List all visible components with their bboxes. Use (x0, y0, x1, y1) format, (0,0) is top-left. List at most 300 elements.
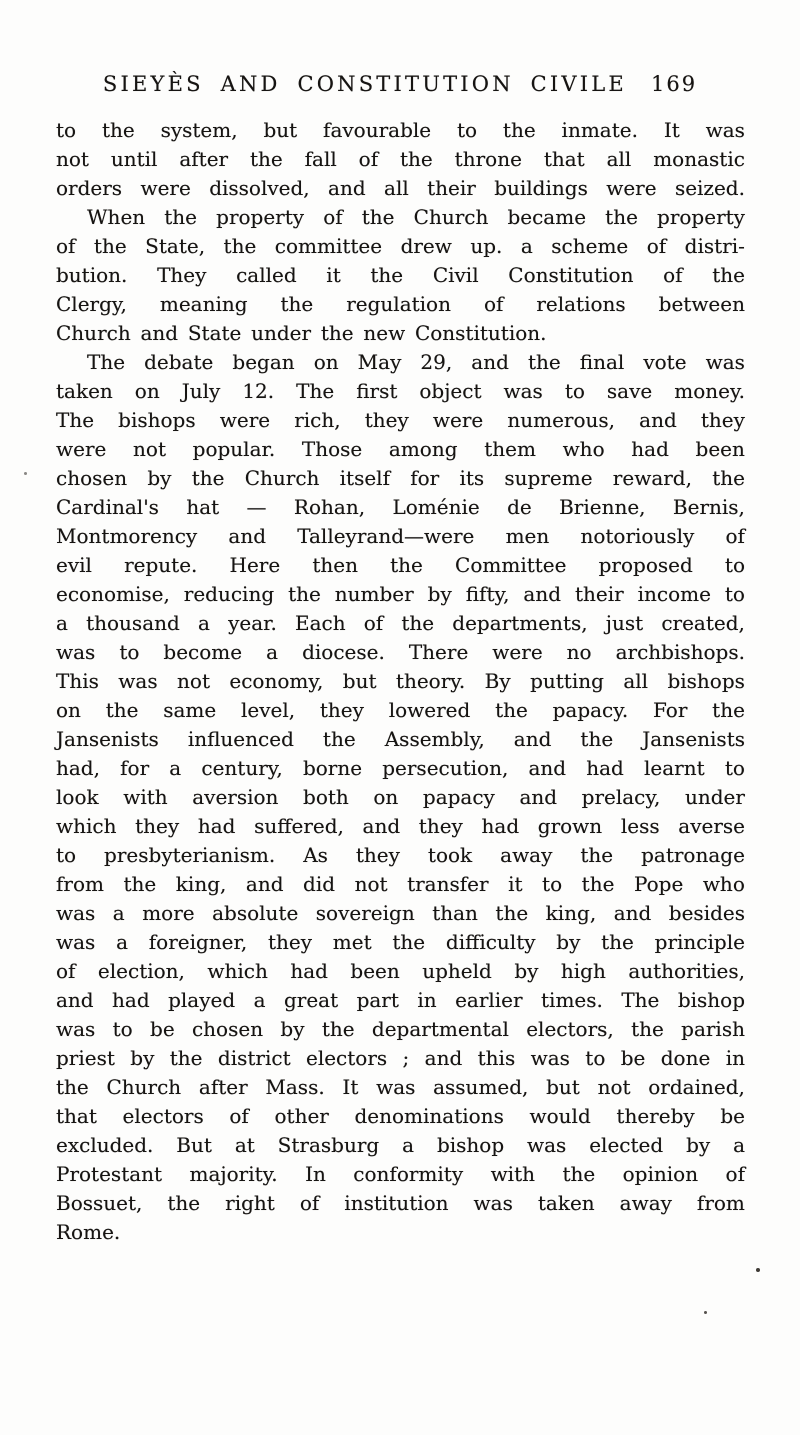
text-line (56, 1131, 745, 1160)
word: been (695, 437, 745, 461)
word: and (328, 176, 366, 200)
word: and (228, 524, 267, 548)
word: same (163, 698, 217, 722)
word: up. (470, 234, 503, 258)
word: but (546, 1075, 580, 1099)
word: they (418, 814, 463, 838)
word: It (342, 1075, 359, 1099)
word: away (500, 843, 553, 867)
word: it (326, 263, 341, 287)
word: distri- (684, 234, 745, 258)
word: the (390, 553, 423, 577)
word: institution (344, 1191, 449, 1215)
word: in (725, 1046, 745, 1070)
word: lowered (388, 698, 471, 722)
word: debate (144, 350, 214, 374)
word: and (513, 727, 552, 751)
word: to (585, 1046, 606, 1070)
word: diocese. (302, 640, 385, 664)
word: supreme (504, 466, 593, 490)
word: sovereign (315, 901, 415, 925)
word: had (631, 437, 669, 461)
word: they (355, 843, 400, 867)
word: borne (302, 756, 363, 780)
word: no (566, 640, 592, 664)
word: 12. (242, 379, 275, 403)
text-line (56, 1160, 745, 1189)
word: departmental (371, 1017, 509, 1041)
ink-speck (756, 1268, 760, 1272)
word: chosen (191, 1017, 264, 1041)
word: parish (681, 1017, 745, 1041)
word: 29, (420, 350, 453, 374)
word: papacy (422, 785, 495, 809)
header-title: SIEYÈS AND CONSTITUTION CIVILE (102, 72, 627, 96)
word: meaning (159, 292, 248, 316)
word: year. (228, 611, 277, 635)
word: in (417, 988, 437, 1012)
word: object (419, 379, 482, 403)
word: Here (229, 553, 281, 577)
word: the (164, 205, 198, 229)
word: This (56, 669, 99, 693)
word: of (56, 959, 76, 983)
word: property (657, 205, 745, 229)
word: Mass. (265, 1075, 325, 1099)
word: influenced (187, 727, 294, 751)
word: evil (56, 553, 92, 577)
word: had (112, 988, 150, 1012)
word: papacy. (552, 698, 629, 722)
word: times. (541, 988, 603, 1012)
word: was (56, 1017, 96, 1041)
word: upheld (422, 959, 492, 983)
word: a (116, 930, 128, 954)
word: all (606, 147, 632, 171)
word: were (432, 408, 484, 432)
word: repute. (124, 553, 198, 577)
word: buildings (494, 176, 588, 200)
word: ordained, (648, 1075, 745, 1099)
word: relations (536, 292, 626, 316)
word: rich, (294, 408, 341, 432)
word: not (354, 872, 388, 896)
word: then (312, 553, 358, 577)
word: majority. (189, 1162, 278, 1186)
word: great (283, 988, 339, 1012)
word: and (613, 901, 652, 925)
text-line (56, 957, 745, 986)
word: bishops (667, 669, 745, 693)
word: Pope (633, 872, 684, 896)
word: they (364, 408, 409, 432)
word: be (720, 1104, 745, 1128)
word: was (56, 930, 96, 954)
word: its (459, 466, 485, 490)
word: who (702, 872, 745, 896)
word: was (705, 118, 745, 142)
word: the (93, 234, 127, 258)
word: they (319, 698, 364, 722)
text-line (56, 1015, 745, 1044)
word: departments, (452, 611, 588, 635)
text-line (56, 551, 745, 580)
word: the (605, 205, 638, 229)
word: the (169, 1046, 203, 1070)
word: a (197, 611, 210, 635)
word: of (483, 292, 504, 316)
word: election, (97, 959, 185, 983)
word: of (663, 263, 683, 287)
word: high (560, 959, 606, 983)
word: Cardinal's (56, 495, 159, 519)
word: the (370, 263, 404, 287)
word: just (605, 611, 644, 635)
word: the (527, 350, 561, 374)
page-body (56, 116, 745, 1247)
word: July (181, 379, 221, 403)
word: throne (454, 147, 522, 171)
word: became (507, 205, 587, 229)
text-line (56, 725, 745, 754)
text-line (56, 522, 745, 551)
word: was (56, 901, 96, 925)
word: away (619, 1191, 672, 1215)
word: the (495, 698, 528, 722)
text-line (56, 899, 745, 928)
word: Assembly, (384, 727, 485, 751)
word: the (562, 1162, 596, 1186)
word: the (288, 582, 321, 606)
word: suffered, (254, 814, 344, 838)
word: putting (530, 669, 604, 693)
ink-speck (24, 472, 27, 475)
text-line (56, 1189, 745, 1218)
word: assumed, (433, 1075, 529, 1099)
word: had, (56, 756, 100, 780)
word: the (580, 727, 614, 751)
word: become (163, 640, 243, 664)
word: State, (145, 234, 206, 258)
word: elected (589, 1133, 664, 1157)
word: opinion (622, 1162, 699, 1186)
word: less (620, 814, 660, 838)
text-line (56, 1044, 745, 1073)
word: property (216, 205, 305, 229)
word: the (280, 292, 314, 316)
word: presbyterianism. (104, 843, 276, 867)
word: both (303, 785, 349, 809)
word: The (56, 408, 95, 432)
word: and (56, 988, 94, 1012)
word: for (120, 756, 150, 780)
word: final (579, 350, 625, 374)
word: bishops (118, 408, 196, 432)
word: and (528, 756, 567, 780)
word: were (492, 640, 543, 664)
word: the (56, 1075, 89, 1099)
word: for (410, 466, 440, 490)
word: to (56, 843, 77, 867)
word: met (332, 930, 372, 954)
word: drew (400, 234, 452, 258)
word: until (110, 147, 158, 171)
header-page-number: 169 (650, 72, 698, 96)
text-line (56, 783, 745, 812)
word: conformity (353, 1162, 464, 1186)
word: but (342, 669, 377, 693)
text-line (56, 348, 745, 377)
word: Civil (432, 263, 479, 287)
word: king, (545, 901, 597, 925)
word: Montmorency (56, 524, 198, 548)
word: the (495, 901, 529, 925)
word: from (56, 872, 104, 896)
text-line (56, 1102, 745, 1131)
word: to (56, 118, 77, 142)
word: by (130, 1046, 155, 1070)
word: the (580, 843, 614, 867)
word: By (484, 669, 511, 693)
word: As (303, 843, 328, 867)
word: was (503, 379, 543, 403)
word: economise, (56, 582, 170, 606)
word: who (562, 437, 605, 461)
word: bishop (677, 988, 745, 1012)
word: reducing (183, 582, 275, 606)
word: of (56, 234, 76, 258)
word: them (484, 437, 536, 461)
word: among (388, 437, 458, 461)
text-line (56, 754, 745, 783)
word: was (527, 1133, 567, 1157)
word: was (118, 669, 158, 693)
word: Jansenists (642, 727, 745, 751)
text-line: Rome. (56, 1220, 121, 1244)
word: priest (56, 1046, 115, 1070)
word: on (313, 350, 339, 374)
word: the (712, 263, 745, 287)
word: was (376, 1075, 416, 1099)
word: prelacy, (581, 785, 661, 809)
text-line (56, 812, 745, 841)
word: authorities, (628, 959, 745, 983)
word: The (87, 350, 126, 374)
text-line (56, 841, 745, 870)
word: Jansenists (56, 727, 159, 751)
text-line: Church and State under the new Constitution. (56, 321, 547, 345)
word: on (134, 379, 160, 403)
word: which (207, 959, 268, 983)
word: had (586, 756, 624, 780)
word: principle (654, 930, 745, 954)
word: all (384, 176, 409, 200)
word: Clergy, (56, 292, 127, 316)
word: by (556, 930, 581, 954)
word: of (229, 1104, 249, 1128)
word: had (290, 959, 328, 983)
word: persecution, (382, 756, 509, 780)
word: electors, (526, 1017, 614, 1041)
word: to (542, 872, 563, 896)
word: to (724, 553, 745, 577)
word: district (217, 1046, 291, 1070)
word: dissolved, (209, 176, 310, 200)
word: regulation (346, 292, 451, 316)
word: denominations (354, 1104, 504, 1128)
word: the (105, 698, 139, 722)
word: Talleyrand—were (297, 524, 475, 548)
word: done (660, 1046, 711, 1070)
word: had (197, 814, 236, 838)
word: Protestant (56, 1162, 163, 1186)
word: the (392, 930, 426, 954)
word: taken (537, 1191, 595, 1215)
text-line (56, 232, 745, 261)
text-line (56, 464, 745, 493)
word: the (191, 466, 225, 490)
word: fall (304, 147, 337, 171)
word: save (606, 379, 653, 403)
word: by (514, 959, 539, 983)
word: to (119, 640, 140, 664)
word: In (305, 1162, 326, 1186)
word: the (361, 205, 395, 229)
word: and (523, 582, 562, 606)
word: created, (661, 611, 745, 635)
text-line (56, 1073, 745, 1102)
word: and (424, 1046, 463, 1070)
text-line (56, 580, 745, 609)
word: played (168, 988, 236, 1012)
word: de (507, 495, 532, 519)
word: notoriously (580, 524, 695, 548)
word: the (321, 1017, 355, 1041)
word: taken (56, 379, 113, 403)
word: Brienne, (559, 495, 646, 519)
word: look (56, 785, 99, 809)
word: committee (274, 234, 383, 258)
word: the (123, 872, 157, 896)
text-line (56, 145, 745, 174)
word: the (400, 147, 433, 171)
word: aversion (192, 785, 279, 809)
text-line (56, 377, 745, 406)
text-line (56, 986, 745, 1015)
word: inmate. (561, 118, 638, 142)
text-line (56, 116, 745, 145)
word: popular. (192, 437, 276, 461)
word: scheme (551, 234, 629, 258)
word: favourable (323, 118, 432, 142)
word: reward, (612, 466, 692, 490)
word: were (56, 437, 107, 461)
word: from (696, 1191, 745, 1215)
word: of (299, 1191, 320, 1215)
word: would (529, 1104, 591, 1128)
word: of (646, 234, 667, 258)
word: When (87, 205, 146, 229)
word: to (456, 118, 478, 142)
text-line (56, 696, 745, 725)
word: of (363, 611, 384, 635)
word: Church (413, 205, 489, 229)
word: and (245, 872, 284, 896)
word: chosen (56, 466, 128, 490)
text-line (56, 928, 745, 957)
word: They (157, 263, 207, 287)
word: Bossuet, (56, 1191, 143, 1215)
word: after (198, 1075, 248, 1099)
word: not (133, 437, 166, 461)
word: absolute (212, 901, 299, 925)
word: the (581, 872, 615, 896)
word: Church (244, 466, 320, 490)
word: all (623, 669, 649, 693)
word: this (477, 1046, 516, 1070)
word: a (266, 640, 279, 664)
word: with (490, 1162, 535, 1186)
word: to (112, 1017, 133, 1041)
word: earlier (455, 988, 523, 1012)
word: more (142, 901, 195, 925)
word: learnt (644, 756, 705, 780)
word: that (543, 147, 585, 171)
word: economy, (229, 669, 324, 693)
word: were (219, 408, 271, 432)
word: their (574, 582, 624, 606)
word: be (150, 1017, 175, 1041)
word: a (253, 988, 266, 1012)
word: fifty, (465, 582, 510, 606)
word: Those (301, 437, 363, 461)
word: other (274, 1104, 329, 1128)
word: besides (668, 901, 745, 925)
word: that (56, 1104, 97, 1128)
word: The (621, 988, 660, 1012)
text-line (56, 203, 745, 232)
word: with (123, 785, 168, 809)
word: grown (537, 814, 603, 838)
word: money. (674, 379, 745, 403)
word: vote (643, 350, 687, 374)
word: the (502, 118, 536, 142)
word: after (179, 147, 229, 171)
word: archbishops. (615, 640, 745, 664)
word: a (56, 611, 68, 635)
word: proposed (598, 553, 693, 577)
text-line (56, 406, 745, 435)
word: under (684, 785, 745, 809)
word: May (357, 350, 402, 374)
word: level, (240, 698, 296, 722)
word: to (724, 756, 745, 780)
text-line (56, 638, 745, 667)
word: they (267, 930, 313, 954)
word: to (724, 582, 745, 606)
word: on (56, 698, 81, 722)
word: were (606, 176, 657, 200)
word: monastic (653, 147, 745, 171)
word: at (234, 1133, 255, 1157)
word: thereby (616, 1104, 695, 1128)
word: Constitution (508, 263, 634, 287)
word: patronage (641, 843, 745, 867)
word: averse (678, 814, 745, 838)
word: been (350, 959, 400, 983)
word: not (56, 147, 89, 171)
word: a (169, 756, 182, 780)
